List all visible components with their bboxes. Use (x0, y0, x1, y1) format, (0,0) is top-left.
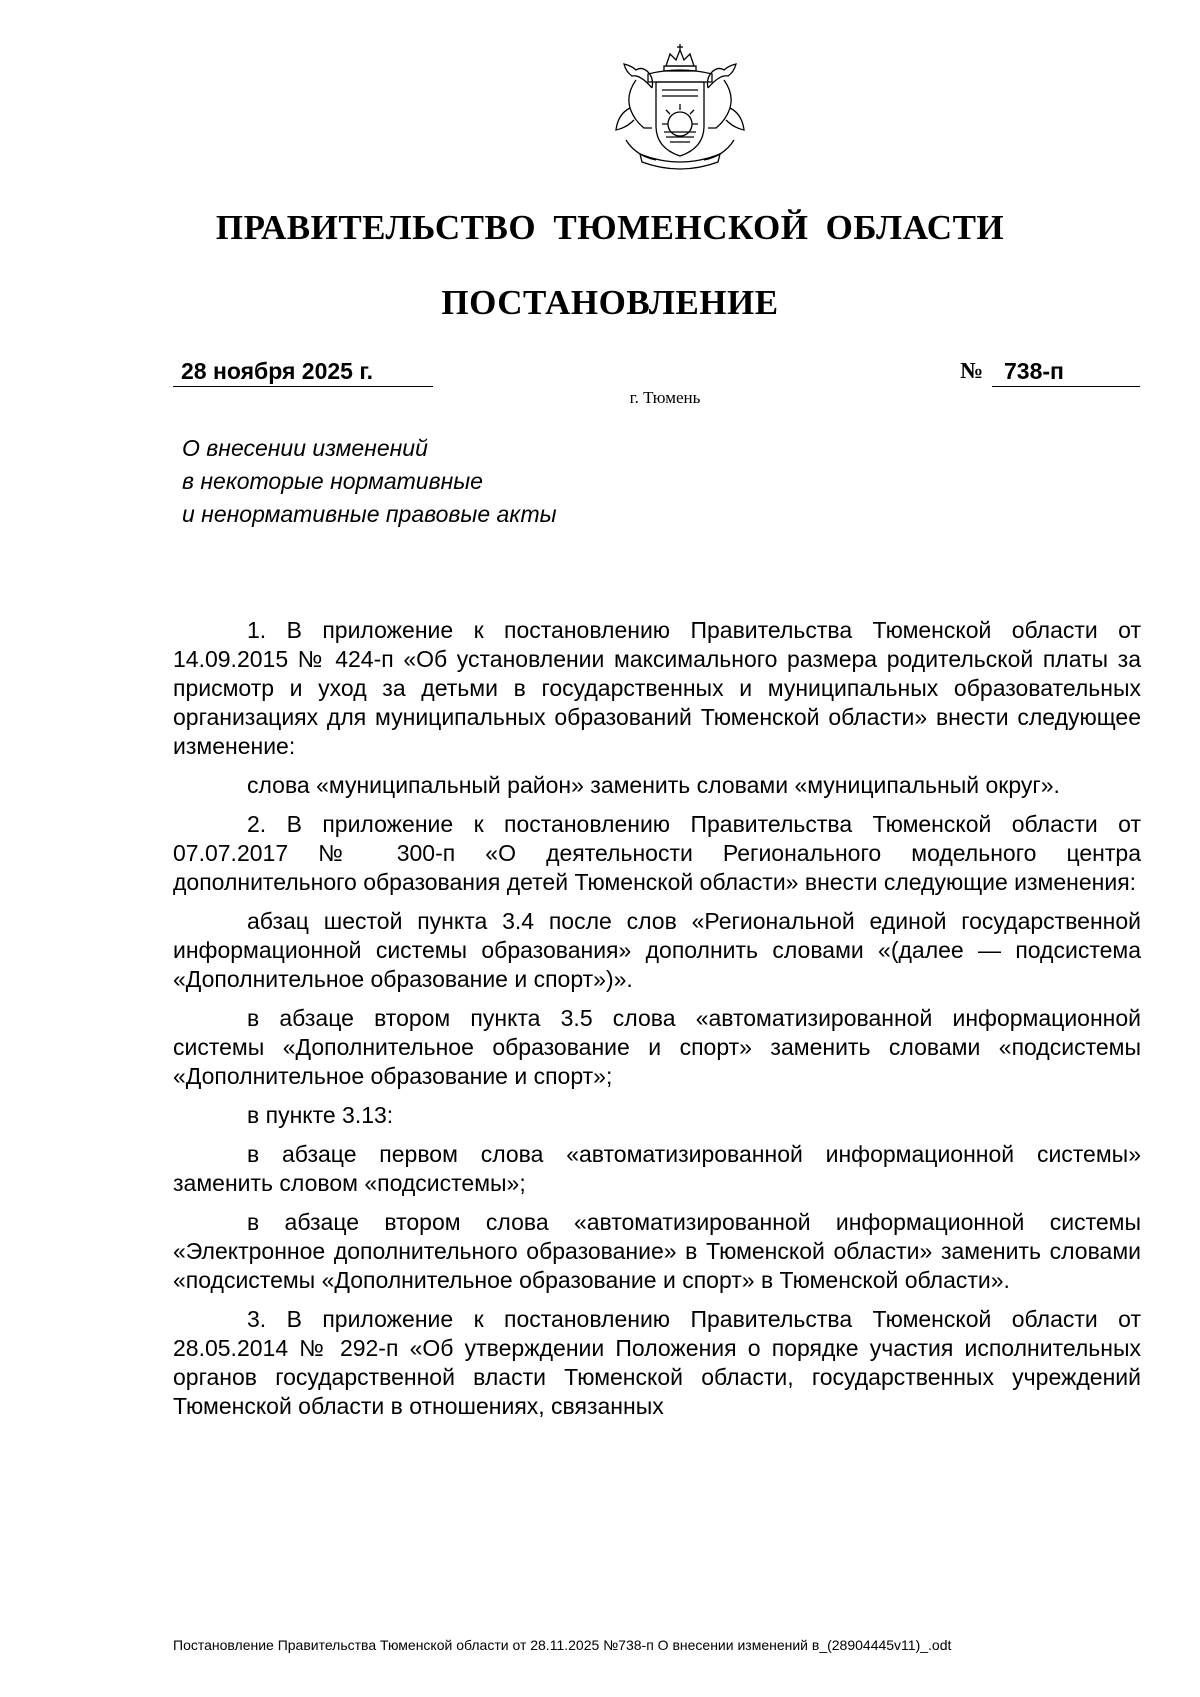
body-paragraph: в абзаце первом слова «автоматизированной информационной системы» заменить словом «подсистемы»; (173, 1141, 1141, 1196)
coat-of-arms-icon (596, 44, 764, 172)
subject-line: в некоторые нормативные (182, 468, 483, 494)
body-paragraph: слова «муниципальный район» заменить словами «муниципальный округ». (247, 772, 1060, 798)
subject-line: О внесении изменений (182, 435, 428, 461)
body-paragraph: в абзаце втором слова «автоматизированной информационной системы «Электронное дополнительного образование» в Тюменской области» заменить словами «подсистемы «Дополнительное образование и спорт» в Тюменской области». (173, 1209, 1141, 1293)
organization-title: ПРАВИТЕЛЬСТВО ТЮМЕНСКОЙ ОБЛАСТИ (215, 208, 1005, 247)
body-paragraph: 2. В приложение к постановлению Правительства Тюменской области от 07.07.2017 № 300-п «О деятельности Регионального модельного центра дополнительного образования детей Тюменской области» внести следующие изменения: (173, 811, 1141, 895)
page-footer: Постановление Правительства Тюменской области от 28.11.2025 №738-п О внесении изменений в_(28904445v11)_.odt (173, 1637, 952, 1653)
document-type: ПОСТАНОВЛЕНИЕ (441, 283, 779, 322)
document-date: 28 ноября 2025 г. (173, 356, 433, 387)
document-number: 738-п (992, 356, 1140, 387)
document-subject (182, 432, 557, 531)
number-label: № (960, 358, 984, 383)
subject-line: и ненормативные правовые акты (182, 501, 557, 527)
body-paragraph: в пункте 3.13: (247, 1102, 394, 1128)
body-paragraph: 1. В приложение к постановлению Правительства Тюменской области от 14.09.2015 № 424-п «Об установлении максимального размера родительской платы за присмотр и уход за детьми в государственных и муниципальных образовательных организациях для муниципальных образований Тюменской области» внести следующее изменение: (173, 617, 1141, 759)
body-paragraph: 3. В приложение к постановлению Правительства Тюменской области от 28.05.2014 № 292-п «Об утверждении Положения о порядке участия исполнительных органов государственной власти Тюменской области, государственных учреждений Тюменской области в отношениях, связанных (173, 1306, 1141, 1419)
document-body (173, 616, 1141, 1431)
body-paragraph: в абзаце втором пункта 3.5 слова «автоматизированной информационной системы «Дополнительное образование и спорт» заменить словами «подсистемы «Дополнительное образование и спорт»; (173, 1005, 1141, 1089)
city: г. Тюмень (629, 388, 701, 407)
body-paragraph: абзац шестой пункта 3.4 после слов «Региональной единой государственной информационной системы образования» дополнить словами «(далее — подсистема «Дополнительное образование и спорт»)». (173, 908, 1141, 992)
